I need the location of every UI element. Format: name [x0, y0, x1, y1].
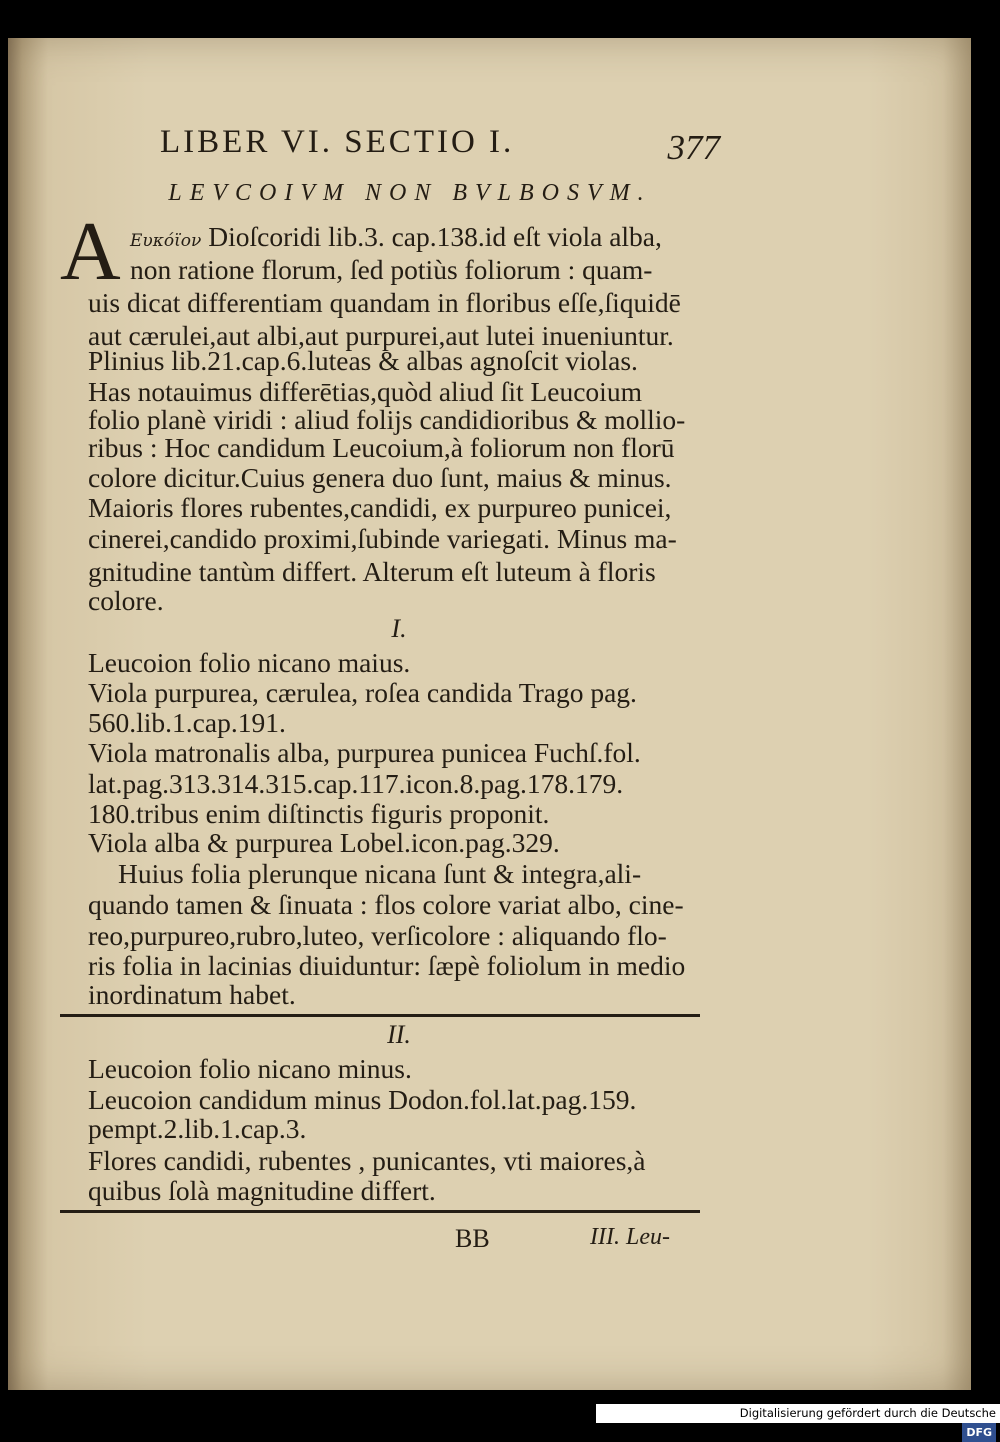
s1-line-3: 560.lib.1.cap.191. [88, 707, 286, 738]
intro-line-text: Dioſcoridi lib.3. cap.138.id eſt viola alba, [208, 221, 662, 252]
para2-line-5: Maioris flores rubentes,candidi, ex purpureo punicei, [88, 492, 672, 523]
para2-line-7: gnitudine tantùm differt. Alterum eſt luteum à floris [88, 556, 656, 587]
s1-line-7: Viola alba & purpurea Lobel.icon.pag.329. [88, 827, 560, 858]
section-numeral-1: I. [391, 614, 407, 643]
para2-line-6: cinerei,candido proximi,ſubinde variegati. Minus ma- [88, 523, 677, 554]
greek-word: Ευκόϊον [130, 231, 202, 251]
s1-line-8: Huius folia plerunque nicana ſunt & integra,ali- [118, 858, 642, 889]
section-title: LEVCOIVM NON BVLBOSVM. [168, 180, 652, 206]
running-head-title: LIBER VI. SECTIO I. [160, 124, 515, 160]
page-number: 377 [667, 128, 720, 167]
dfg-logo-icon: DFG [962, 1423, 996, 1442]
s1-line-5: lat.pag.313.314.315.cap.117.icon.8.pag.178.179. [88, 768, 624, 799]
catchword: III. Leu- [590, 1224, 670, 1250]
s2-line-2: Leucoion candidum minus Dodon.fol.lat.pag.159. [88, 1084, 637, 1115]
horizontal-rule [60, 1014, 700, 1017]
horizontal-rule [60, 1210, 700, 1213]
s1-line-10: reo,purpureo,rubro,luteo, verſicolore : aliquando flo- [88, 920, 667, 951]
s2-line-3: pempt.2.lib.1.cap.3. [88, 1113, 307, 1144]
s2-line-1: Leucoion folio nicano minus. [88, 1053, 412, 1084]
para2-line-1: Has notauimus differētias,quòd aliud ſit Leucoium [88, 376, 642, 407]
running-head [160, 124, 720, 167]
s1-line-12: inordinatum habet. [88, 979, 296, 1010]
s2-line-4: Flores candidi, rubentes , punicantes, vti maiores,à [88, 1145, 646, 1176]
s1-line-11: ris folia in lacinias diuiduntur: ſæpè foliolum in medio [88, 950, 686, 981]
s1-line-2: Viola purpurea, cærulea, roſea candida Trago pag. [88, 677, 637, 708]
s1-line-1: Leucoion folio nicano maius. [88, 647, 411, 678]
drop-capital: A [60, 205, 121, 298]
intro-line-3: uis dicat differentiam quandam in floribus eſſe,ſiquidē [88, 287, 681, 318]
s1-line-9: quando tamen & ſinuata : flos colore variat albo, cine- [88, 889, 684, 920]
section-numeral-2: II. [387, 1020, 411, 1049]
para2-line-4: colore dicitur.Cuius genera duo ſunt, maius & minus. [88, 462, 672, 493]
s1-line-6: 180.tribus enim diſtinctis figuris proponit. [88, 798, 550, 829]
s2-line-5: quibus ſolà magnitudine differt. [88, 1175, 436, 1206]
s1-line-4: Viola matronalis alba, purpurea punicea Fuchſ.fol. [88, 737, 641, 768]
para2-line-8: colore. [88, 585, 164, 616]
footer-text: Digitalisierung gefördert durch die Deutsche Forschungsgemeinschaft - [739, 1406, 996, 1439]
signature-mark: BB [455, 1224, 490, 1253]
intro-line-2: non ratione florum, ſed potiùs foliorum : quam- [130, 254, 653, 285]
para2-line-3: ribus : Hoc candidum Leucoium,à foliorum non florū [88, 432, 675, 463]
intro-line-5: Plinius lib.21.cap.6.luteas & albas agnoſcit violas. [88, 345, 638, 376]
footer-credit [596, 1404, 1000, 1439]
intro-line-4: aut cærulei,aut albi,aut purpurei,aut lutei inueniuntur. [88, 320, 674, 351]
para2-line-2: folio planè viridi : aliud folijs candidioribus & mollio- [88, 404, 686, 435]
